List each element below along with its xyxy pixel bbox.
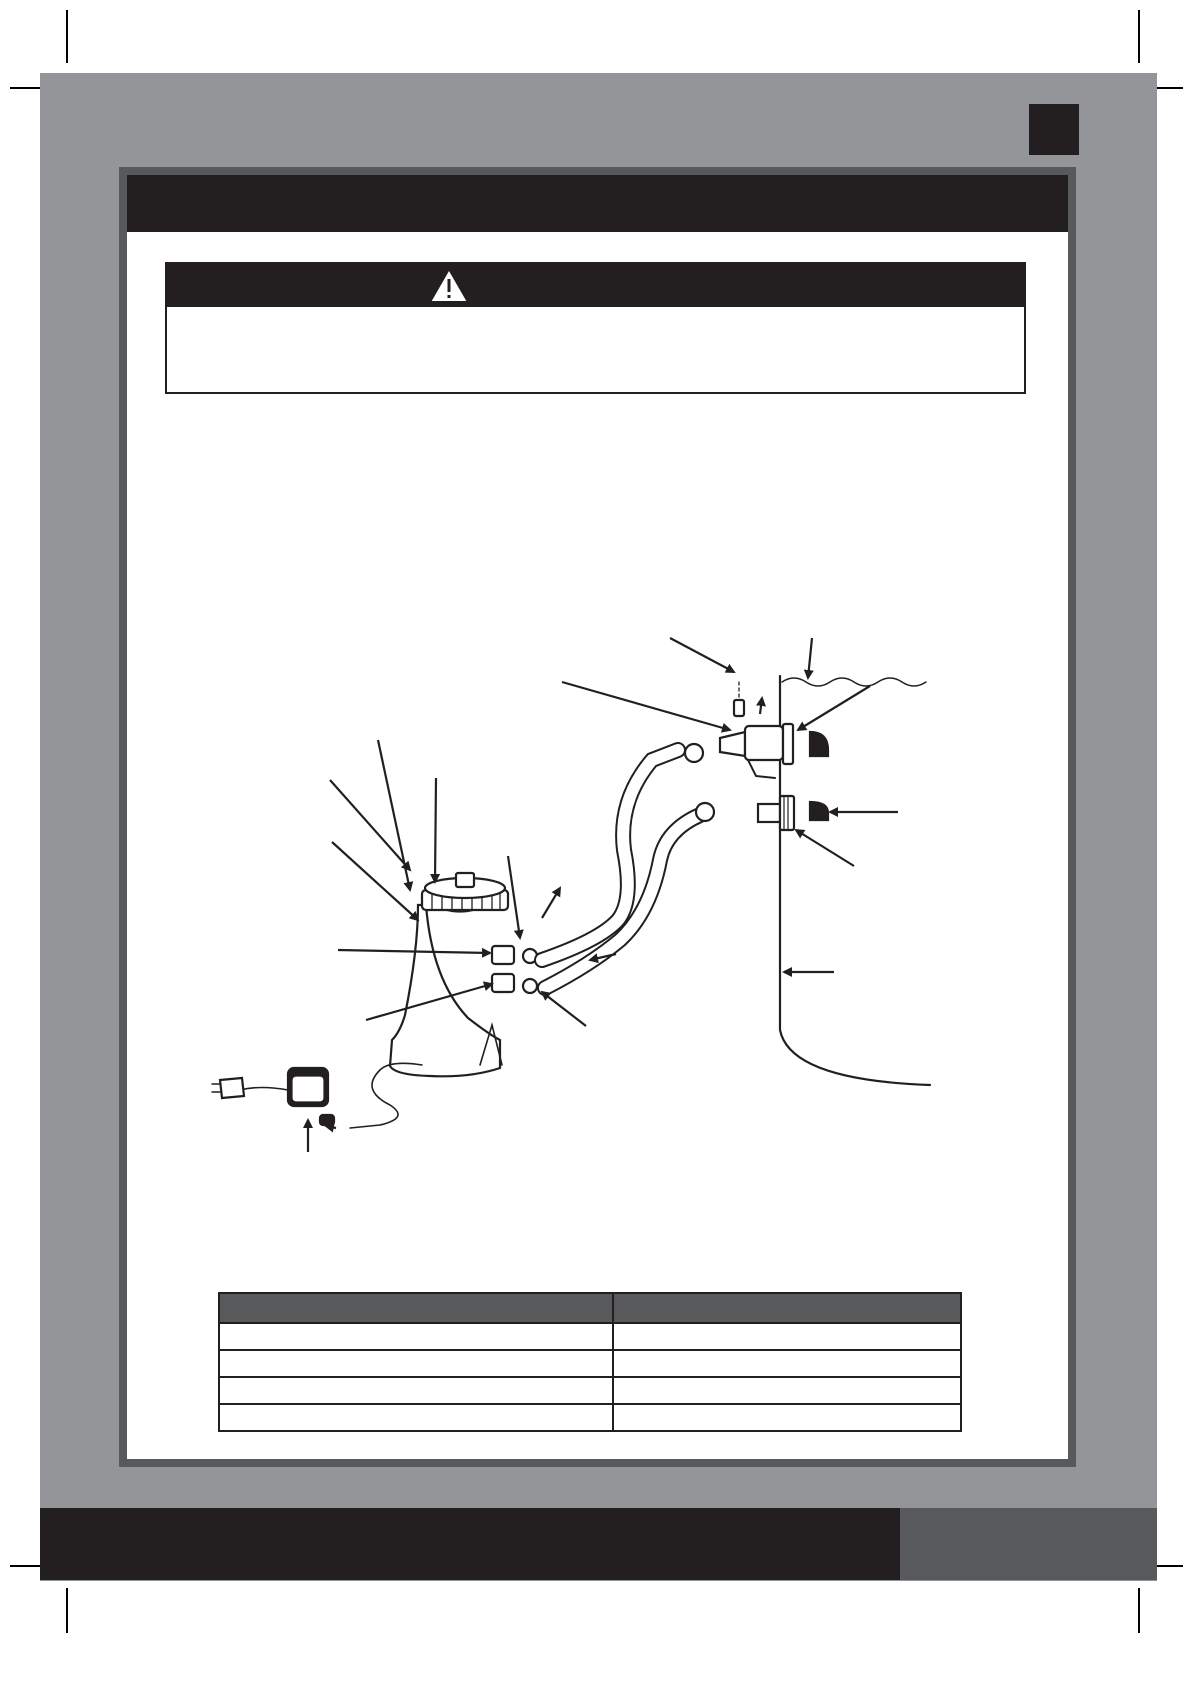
flow-valve [734,700,744,716]
table-cell [219,1323,613,1350]
inlet-nut [780,796,794,830]
spec-table [218,1292,962,1432]
crop-mark [66,10,68,63]
hose-clamp-bottom [523,979,537,993]
warning-triangle-icon [428,267,470,304]
crop-mark [1138,10,1140,63]
spec-table-header-cell [219,1293,613,1323]
table-cell [219,1377,613,1404]
table-cell [613,1350,961,1377]
footer-bar [40,1508,900,1580]
table-cell [613,1323,961,1350]
power-plug [220,1078,244,1098]
strainer-grid [783,724,793,764]
footer-page-block [900,1508,1157,1580]
page-number-tab [1029,104,1079,155]
section-header-bar [127,175,1068,232]
warning-header-bar [165,262,1026,307]
table-row [219,1404,961,1431]
table-cell [613,1404,961,1431]
water-surface [782,678,926,686]
cord-connector [320,1115,334,1125]
strainer-connector [720,732,745,756]
table-row [219,1323,961,1350]
table-cell [219,1350,613,1377]
strainer-cap [810,732,828,756]
spec-table-header-cell [613,1293,961,1323]
filter-pump-assembly-diagram [200,620,960,1170]
crop-mark [66,1588,68,1633]
inlet-plug [810,802,828,820]
table-cell [613,1377,961,1404]
table-cell [219,1404,613,1431]
table-row [219,1350,961,1377]
strainer-body [745,726,783,760]
pool-wall [780,676,930,1085]
table-row [219,1377,961,1404]
crop-mark [1138,1588,1140,1633]
air-release-valve [456,873,474,887]
inlet-nozzle [758,804,780,822]
outlet-port [492,946,514,964]
inlet-port [492,974,514,992]
spec-table-header [219,1293,961,1323]
